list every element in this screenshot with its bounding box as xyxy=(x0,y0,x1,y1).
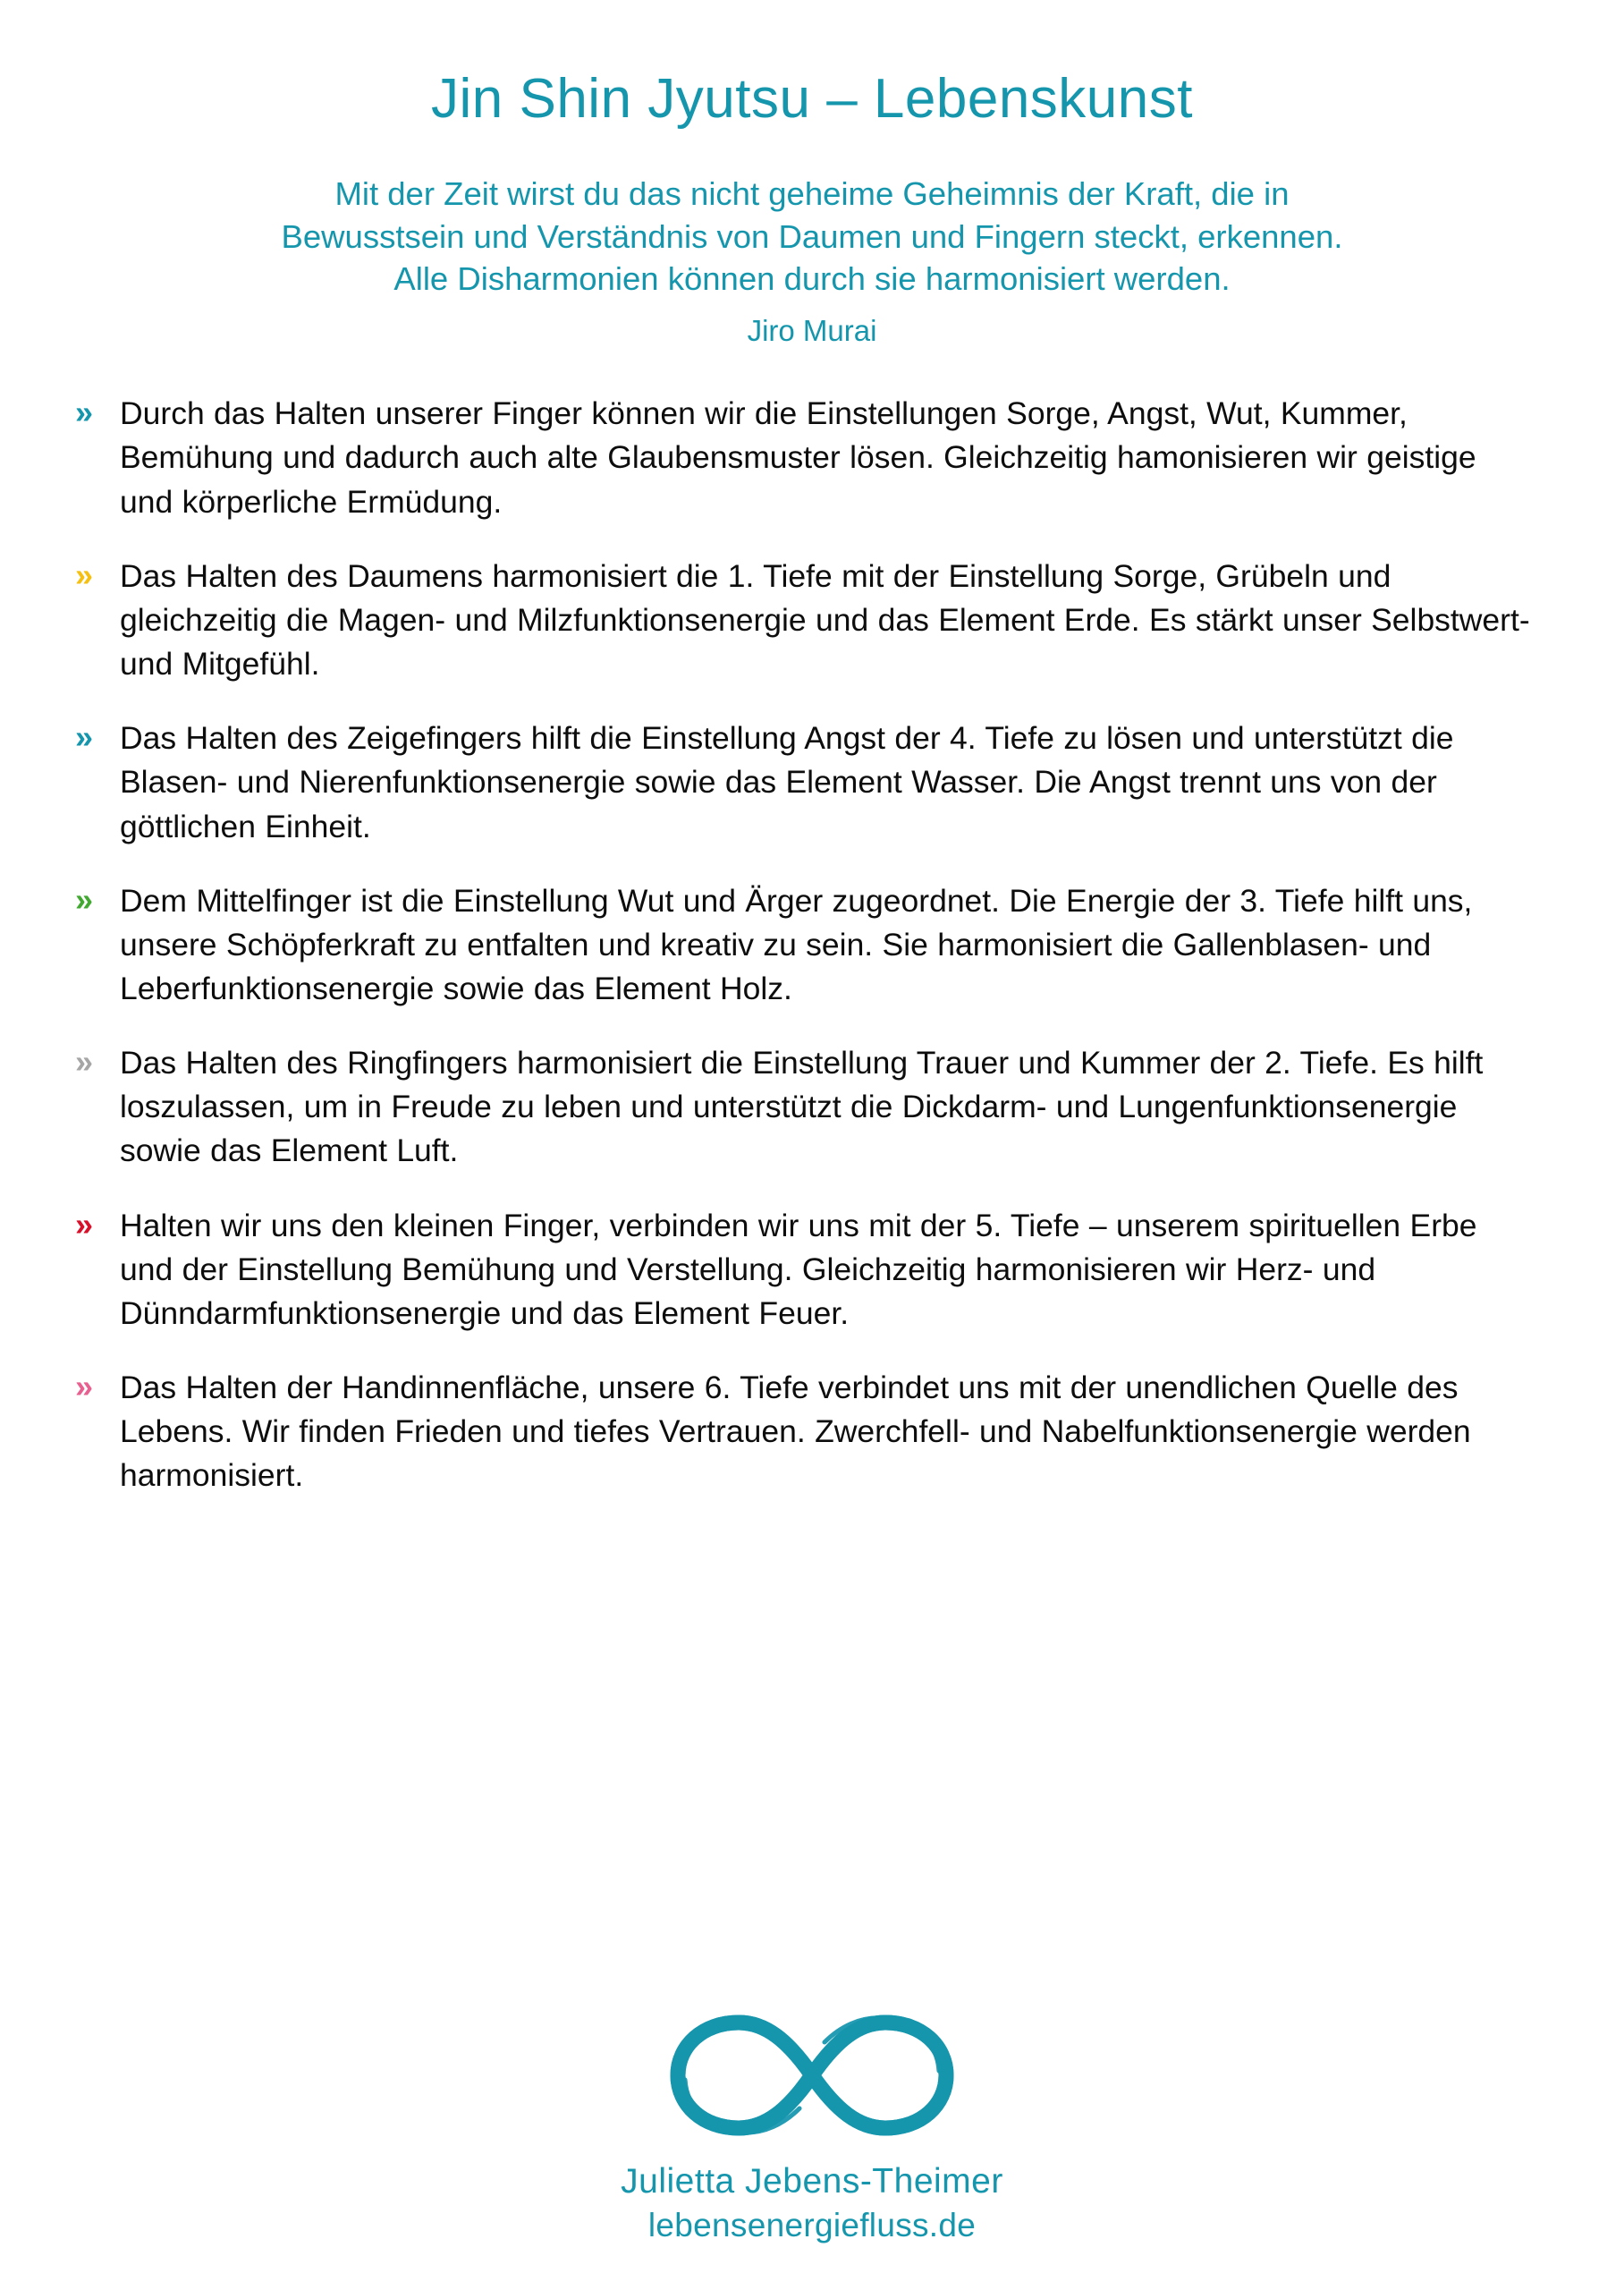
list-item-text: Halten wir uns den kleinen Finger, verbinden wir uns mit der 5. Tiefe – unserem spirituellen Erbe und der Einstellung Bemühung und Verstellung. Gleichzeitig harmonisieren wir Herz- und Dünndarmfunktionsenergie und das Element Feuer. xyxy=(120,1207,1477,1331)
bullet-marker-icon: » xyxy=(75,718,94,756)
bullet-marker-icon: » xyxy=(75,1205,94,1243)
quote-block xyxy=(0,128,1624,351)
list-item-text: Das Halten der Handinnenfläche, unsere 6. Tiefe verbindet uns mit der unendlichen Quelle des Lebens. Wir finden Frieden und tiefes Vertrauen. Zwerchfell- und Nabelfunktionsenergie werden harmonisiert. xyxy=(120,1370,1471,1494)
list-item-text: Das Halten des Ringfingers harmonisiert die Einstellung Trauer und Kummer der 2. Tiefe. Es hilft loszulassen, um in Freude zu leben und unterstützt die Dickdarm- und Lungenfunktionsenergie sowie das Element Luft. xyxy=(120,1045,1484,1169)
list-item-text: Dem Mittelfinger ist die Einstellung Wut und Ärger zugeordnet. Die Energie der 3. Tiefe hilft uns, unsere Schöpferkraft zu entfalten und kreativ zu sein. Sie harmonisiert die Gallenblasen- und Leberfunktionsenergie sowie das Element Holz. xyxy=(120,882,1473,1007)
bullet-list xyxy=(0,351,1624,1497)
list-item xyxy=(75,1041,1538,1173)
page-title: Jin Shin Jyutsu – Lebenskunst xyxy=(430,68,1193,130)
bullet-marker-icon: » xyxy=(75,1368,94,1405)
bullet-marker-icon: » xyxy=(75,556,94,593)
list-item xyxy=(75,1204,1538,1336)
quote-line-1: Mit der Zeit wirst du das nicht geheime Geheimnis der Kraft, die in xyxy=(334,175,1290,213)
list-item-text: Das Halten des Daumens harmonisiert die 1. Tiefe mit der Einstellung Sorge, Grübeln und gleichzeitig die Magen- und Milzfunktionsenergie und das Element Erde. Es stärkt unser Selbstwert- und Mitgefühl. xyxy=(120,557,1530,683)
quote-line-2: Bewusstsein und Verständnis von Daumen und Fingern steckt, erkennen. xyxy=(281,217,1343,255)
quote-line-3: Alle Disharmonien können durch sie harmonisiert werden. xyxy=(393,259,1231,297)
list-item xyxy=(75,1366,1538,1497)
list-item xyxy=(75,392,1538,523)
infinity-logo-icon xyxy=(624,1999,1000,2151)
list-item xyxy=(75,879,1538,1011)
bullet-marker-icon: » xyxy=(75,394,94,431)
footer xyxy=(0,1999,1624,2247)
list-item xyxy=(75,717,1538,848)
practitioner-name: Julietta Jebens-Theimer xyxy=(621,2162,1003,2201)
bullet-marker-icon: » xyxy=(75,1043,94,1081)
list-item xyxy=(75,555,1538,686)
quote-author: Jiro Murai xyxy=(747,314,877,348)
website-link[interactable]: lebensenergiefluss.de xyxy=(647,2206,977,2243)
bullet-marker-icon: » xyxy=(75,880,94,918)
list-item-text: Das Halten des Zeigefingers hilft die Einstellung Angst der 4. Tiefe zu lösen und unterstützt die Blasen- und Nierenfunktionsenergie sowie das Element Wasser. Die Angst trennt uns von der göttlichen Einheit. xyxy=(120,720,1454,844)
list-item-text: Durch das Halten unserer Finger können wir die Einstellungen Sorge, Angst, Wut, Kummer, Bemühung und dadurch auch alte Glaubensmuster lösen. Gleichzeitig hamonisieren wir geistige und körperliche Ermüdung. xyxy=(120,395,1476,520)
